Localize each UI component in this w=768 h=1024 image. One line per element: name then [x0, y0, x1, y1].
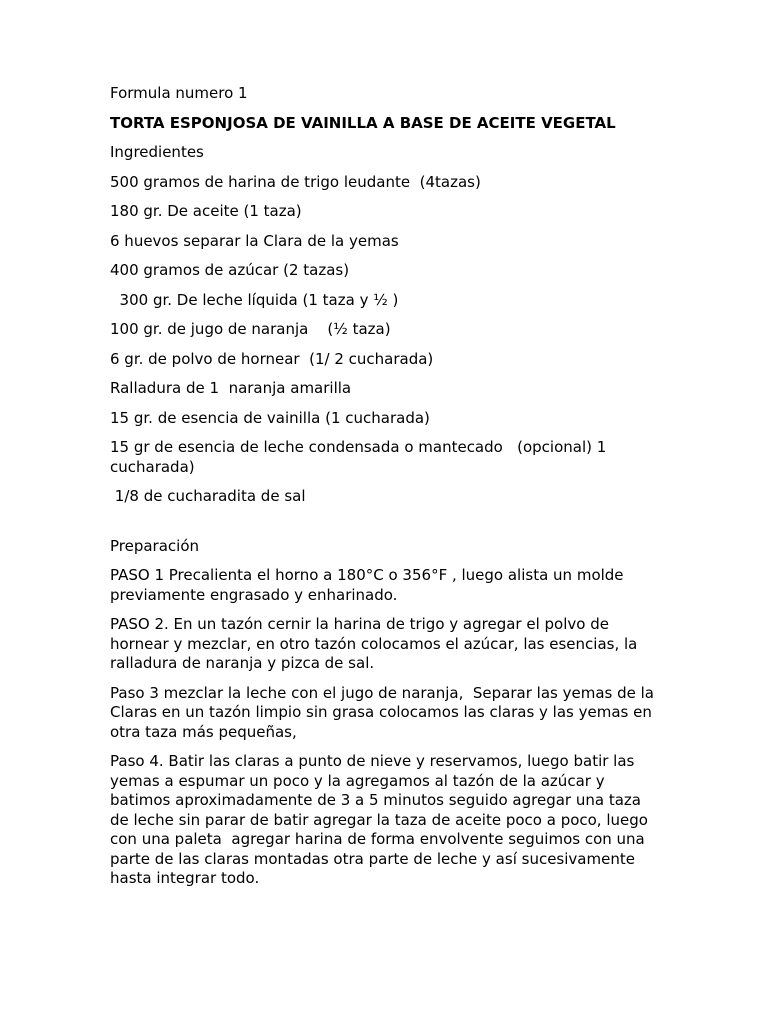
ingredient-item: 180 gr. De aceite (1 taza)	[110, 202, 302, 220]
formula-label: Formula numero 1	[110, 84, 248, 102]
ingredients-heading: Ingredientes	[110, 143, 204, 161]
document-page	[110, 84, 660, 899]
ingredient-item: 300 gr. De leche líquida (1 taza y ½ )	[110, 290, 399, 309]
ingredient-item: 400 gramos de azúcar (2 tazas)	[110, 261, 350, 279]
ingredient-item: 6 huevos separar la Clara de la yemas	[110, 231, 399, 250]
recipe-title: TORTA ESPONJOSA DE VAINILLA A BASE DE ACEITE VEGETAL	[110, 113, 616, 132]
ingredient-item: 15 gr de esencia de leche condensada o mantecado (opcional) 1 cucharada)	[110, 438, 612, 476]
step-paragraph: Paso 3 mezclar la leche con el jugo de naranja, Separar las yemas de la Claras en un tazón limpio sin grasa colocamos las claras y las yemas en otra taza más pequeñas,	[110, 683, 659, 741]
ingredient-item: Ralladura de 1 naranja amarilla	[110, 379, 352, 397]
ingredient-item: 15 gr. de esencia de vainilla (1 cucharada)	[110, 408, 430, 427]
preparation-heading: Preparación	[110, 536, 200, 555]
step-paragraph: Paso 4. Batir las claras a punto de nieve y reservamos, luego batir las yemas a espumar un poco y la agregamos al tazón de la azúcar y batimos aproximadamente de 3 a 5 minutos seguido agregar una taza de leche sin parar de batir agregar la taza de aceite poco a poco, luego con una paleta agregar harina de forma envolvente seguimos con una parte de las claras montadas otra parte de leche y así sucesivamente hasta integrar todo.	[110, 752, 653, 887]
ingredients-list	[110, 173, 660, 507]
ingredient-item: 1/8 de cucharadita de sal	[110, 487, 306, 505]
step-paragraph: PASO 1 Precalienta el horno a 180°C o 356°F , luego alista un molde previamente engrasado y enharinado.	[110, 566, 629, 604]
steps-list	[110, 566, 660, 889]
ingredient-item: 500 gramos de harina de trigo leudante (4tazas)	[110, 172, 481, 191]
ingredient-item: 6 gr. de polvo de hornear (1/ 2 cucharada)	[110, 349, 434, 368]
blank-line	[110, 517, 660, 537]
step-paragraph: PASO 2. En un tazón cernir la harina de trigo y agregar el polvo de hornear y mezclar, en otro tazón colocamos el azúcar, las esencias, la ralladura de naranja y pizca de sal.	[110, 615, 643, 672]
ingredient-item: 100 gr. de jugo de naranja (½ taza)	[110, 320, 391, 338]
